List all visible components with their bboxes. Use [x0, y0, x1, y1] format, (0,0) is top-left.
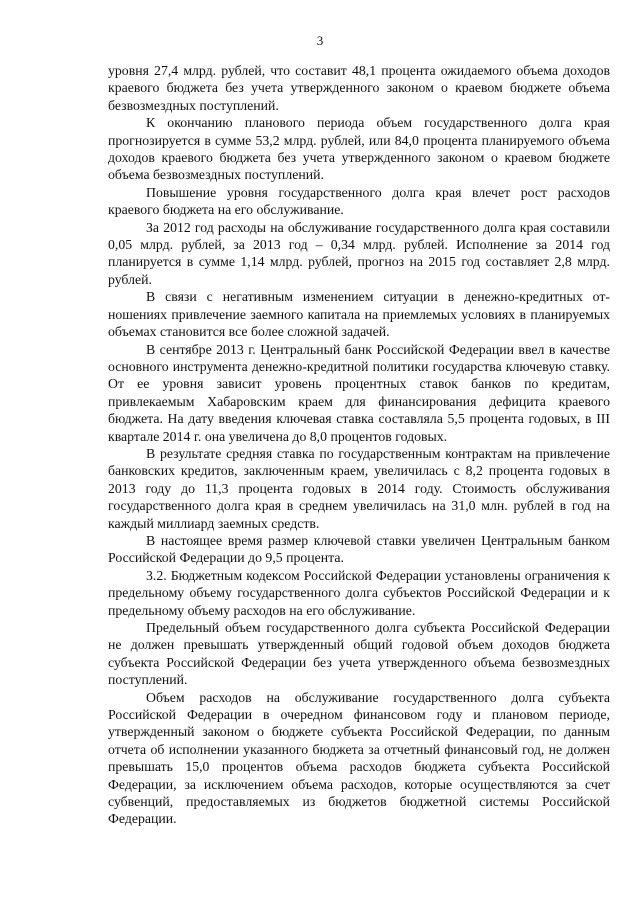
paragraph-continuation: уровня 27,4 млрд. рублей, что составит 48,1 процента ожидаемого объема доходов краевого бюджета без учета утвержденного законом о краевом бюджете объема безвозмездных поступлений.: [108, 63, 610, 113]
paragraph: В сентябре 2013 г. Центральный банк Российской Федерации ввел в качестве основного инструмента денежно-кредитной политики государства ключевую ставку. От ее уровня зависит уровень процентных ставок банков по кредитам, привлекаемым Хабаровским краем для финансирования дефицита краевого бюджета. На дату введения ключевая ставка составляла 5,5 процента годовых, в III квартале 2014 г. она увеличена до 8,0 процентов годовых.: [108, 341, 610, 444]
paragraph: 3.2. Бюджетным кодексом Российской Федерации установлены ограничения к предельному объему государственного долга субъектов Российской Федерации и к предельному объему расходов на его обслуживание.: [108, 567, 610, 618]
paragraph: В связи с негативным изменением ситуации в денежно-кредитных отношениях привлечение заемного капитала на приемлемых условиях в планируемых объемах становится все более сложной задачей.: [108, 289, 610, 340]
paragraph: В результате средняя ставка по государственным контрактам на привлечение банковских кредитов, заключенным краем, увеличилась с 8,2 процента годовых в 2013 году до 11,3 процента годовых в 2014 году. Стоимость обслуживания государственного долга края в среднем увеличилась на 31,0 млн. рублей в год на каждый миллиард заемных средств.: [108, 445, 610, 531]
paragraph: Повышение уровня государственного долга края влечет рост расходов краевого бюджета на его обслуживание.: [108, 184, 610, 218]
document-body: [108, 62, 610, 828]
page-number: 3: [316, 33, 324, 48]
paragraph: К окончанию планового периода объем государственного долга края прогнозируется в сумме 53,2 млрд. рублей, или 84,0 процента планируемого объема доходов краевого бюджета без учета утвержденного законом о краевом бюджете объема безвозмездных поступлений.: [108, 115, 610, 183]
paragraph: Объем расходов на обслуживание государственного долга субъекта Российской Федерации в очередном финансовом году и плановом периоде, утвержденный законом о бюджете субъекта Российской Федерации, по данным отчета об исполнении указанного бюджета за отчетный финансовый год, не должен превышать 15,0 процентов объема расходов бюджета субъекта Российской Федерации, за исключением объема расходов, которые осуществляются за счет субвенций, предоставляемых из бюджетов бюджетной системы Российской Федерации.: [108, 689, 610, 827]
paragraph: Предельный объем государственного долга субъекта Российской Федерации не должен превышать утвержденный общий годовой объем доходов бюджета субъекта Российской Федерации без учета утвержденного объема безвозмездных поступлений.: [108, 620, 610, 688]
paragraph: За 2012 год расходы на обслуживание государственного долга края составили 0,05 млрд. рублей, за 2013 год – 0,34 млрд. рублей. Исполнение за 2014 год планируется в сумме 1,14 млрд. рублей, прогноз на 2015 год составляет 2,8 млрд. рублей.: [108, 219, 610, 287]
paragraph: В настоящее время размер ключевой ставки увеличен Центральным банком Российской Федерации до 9,5 процента.: [108, 532, 610, 566]
